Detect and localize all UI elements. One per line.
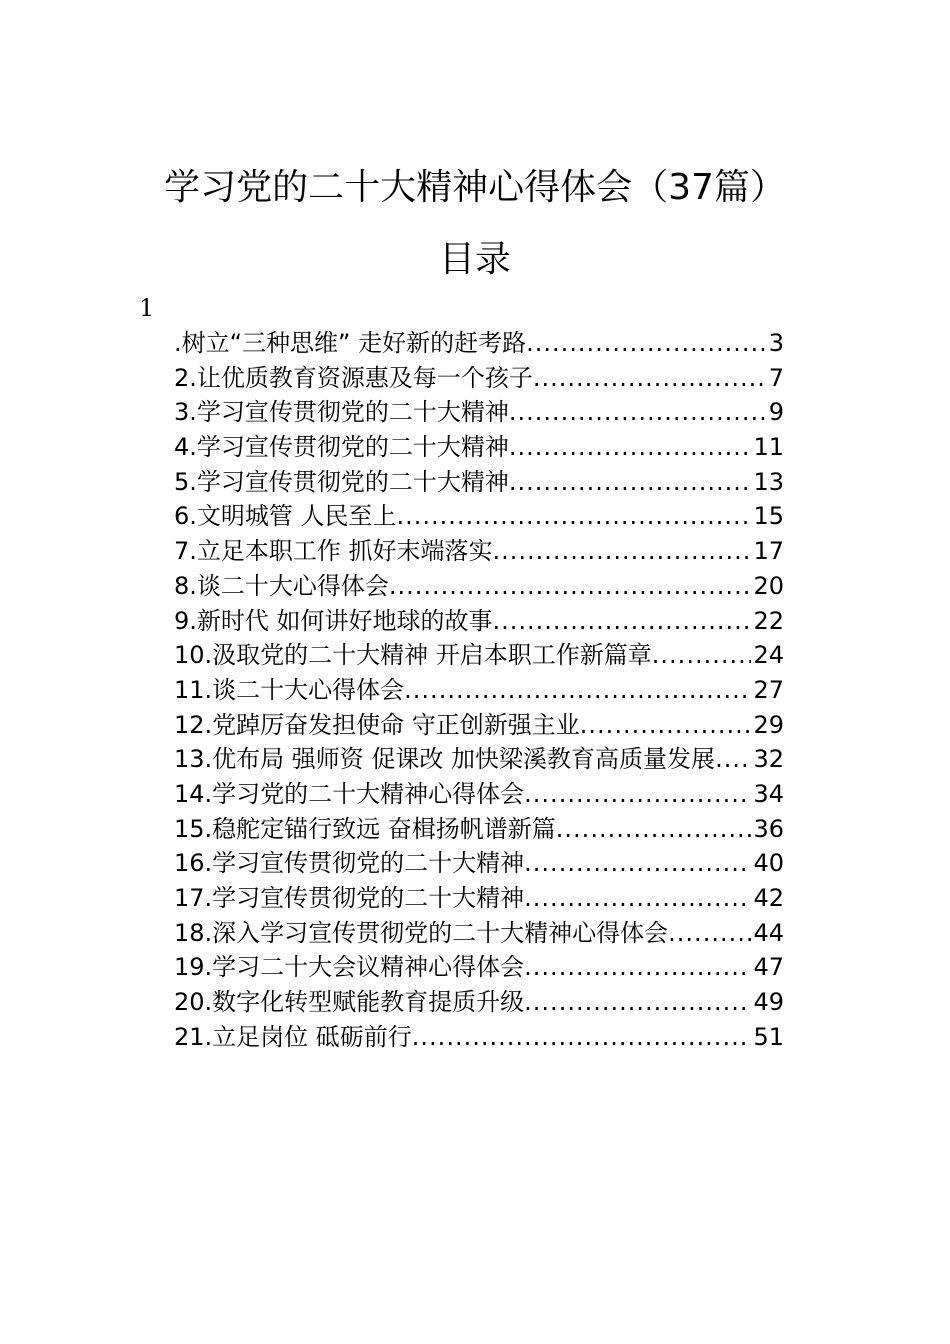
toc-entry[interactable] — [174, 465, 784, 500]
toc-leader-dots — [404, 673, 751, 708]
toc-leader-dots — [389, 569, 752, 604]
toc-leader-dots — [652, 638, 752, 673]
toc-entry-title: 11.谈二十大心得体会 — [174, 675, 405, 704]
toc-entry-page: 49 — [753, 988, 784, 1017]
document-title: 学习党的二十大精神心得体会（37篇） — [164, 167, 786, 208]
toc-entry-page: 36 — [753, 814, 784, 843]
toc-entry[interactable] — [174, 534, 784, 569]
toc-entry-title: 14.学习党的二十大精神心得体会 — [174, 779, 525, 808]
toc-entry-title: 18.深入学习宣传贯彻党的二十大精神心得体会 — [174, 918, 669, 947]
toc-leader-dots — [580, 708, 752, 743]
toc-leader-dots — [509, 465, 752, 500]
toc-entry-page: 9 — [768, 398, 784, 427]
toc-leader-dots — [524, 985, 751, 1020]
toc-entry-title: 2.让优质教育资源惠及每一个孩子 — [174, 363, 533, 392]
toc-entry[interactable] — [174, 950, 784, 985]
toc-entry-page: 27 — [753, 675, 784, 704]
toc-leader-dots — [493, 604, 752, 639]
toc-entry-page: 32 — [753, 745, 784, 774]
toc-entry-page: 15 — [753, 502, 784, 531]
toc-entry-page: 17 — [753, 537, 784, 566]
toc-entry-page: 42 — [753, 884, 784, 912]
toc-entry-title: 10.汲取党的二十大精神 开启本职工作新篇章 — [174, 641, 652, 670]
toc-leader-dots — [533, 361, 767, 396]
toc-entry-title: 3.学习宣传贯彻党的二十大精神 — [174, 398, 509, 427]
toc-leader-dots — [556, 812, 752, 847]
toc-entry[interactable] — [174, 742, 784, 777]
toc-entry-title: 13.优布局 强师资 促课改 加快梁溪教育高质量发展 — [174, 745, 716, 774]
toc-leader-dots — [412, 1020, 752, 1055]
toc-entry-title: 16.学习宣传贯彻党的二十大精神 — [174, 849, 525, 878]
toc-entry[interactable] — [174, 569, 784, 604]
toc-entry[interactable] — [174, 673, 784, 708]
toc-entry-page: 40 — [753, 849, 784, 878]
toc-entry-title: 17.学习宣传贯彻党的二十大精神 — [174, 884, 525, 912]
toc-entry[interactable] — [174, 430, 784, 465]
toc-leader-dots — [509, 395, 767, 430]
toc-entry[interactable] — [174, 638, 784, 673]
toc-entry-page: 13 — [753, 467, 784, 496]
toc-heading: 目录 — [438, 239, 511, 280]
toc-leader-dots — [524, 777, 751, 812]
toc-entry[interactable] — [174, 1020, 784, 1055]
toc-leader-dots — [509, 430, 752, 465]
toc-entry-page: 34 — [753, 779, 784, 808]
table-of-contents — [174, 326, 784, 1054]
toc-entry-title: 9.新时代 如何讲好地球的故事 — [174, 606, 493, 635]
toc-entry-title: .树立“三种思维” 走好新的赶考路 — [174, 329, 527, 357]
toc-entry[interactable] — [174, 916, 784, 951]
toc-entry[interactable] — [174, 846, 784, 881]
toc-leader-dots — [493, 534, 752, 569]
toc-entry-title: 20.数字化转型赋能教育提质升级 — [174, 988, 525, 1017]
toc-leader-dots — [524, 881, 751, 916]
toc-entry[interactable] — [174, 777, 784, 812]
toc-entry[interactable] — [174, 499, 784, 534]
toc-entry[interactable] — [174, 708, 784, 743]
toc-entry-page: 7 — [768, 363, 784, 392]
toc-entry-page: 29 — [753, 710, 784, 739]
toc-entry-page: 51 — [753, 1022, 784, 1051]
toc-entry[interactable] — [174, 812, 784, 847]
toc-entry-page: 24 — [753, 641, 784, 670]
toc-leader-dots — [715, 742, 751, 777]
toc-entry-title: 15.稳舵定锚行致远 奋楫扬帆谱新篇 — [174, 814, 556, 843]
page-mark: 1 — [139, 294, 155, 322]
toc-entry-title: 19.学习二十大会议精神心得体会 — [174, 953, 525, 982]
toc-entry-page: 44 — [753, 918, 784, 947]
toc-entry-page: 11 — [753, 433, 784, 462]
toc-entry-title: 6.文明城管 人民至上 — [174, 502, 397, 531]
toc-entry-title: 5.学习宣传贯彻党的二十大精神 — [174, 467, 509, 496]
toc-entry[interactable] — [174, 881, 784, 916]
toc-entry[interactable] — [174, 985, 784, 1020]
toc-entry[interactable] — [174, 326, 784, 361]
toc-entry-page: 3 — [768, 329, 784, 357]
toc-leader-dots — [668, 916, 751, 951]
toc-entry-title: 7.立足本职工作 抓好末端落实 — [174, 537, 493, 566]
toc-entry[interactable] — [174, 395, 784, 430]
toc-entry-title: 12.党踔厉奋发担使命 守正创新强主业 — [174, 710, 580, 739]
toc-leader-dots — [524, 950, 751, 985]
toc-entry-title: 8.谈二十大心得体会 — [174, 571, 389, 600]
toc-leader-dots — [526, 326, 767, 361]
toc-leader-dots — [397, 499, 752, 534]
toc-entry-page: 22 — [753, 606, 784, 635]
toc-entry[interactable] — [174, 604, 784, 639]
toc-entry-title: 21.立足岗位 砥砺前行 — [174, 1022, 412, 1051]
toc-entry[interactable] — [174, 361, 784, 396]
toc-leader-dots — [524, 846, 751, 881]
toc-entry-title: 4.学习宣传贯彻党的二十大精神 — [174, 433, 509, 462]
toc-entry-page: 47 — [753, 953, 784, 982]
toc-entry-page: 20 — [753, 571, 784, 600]
